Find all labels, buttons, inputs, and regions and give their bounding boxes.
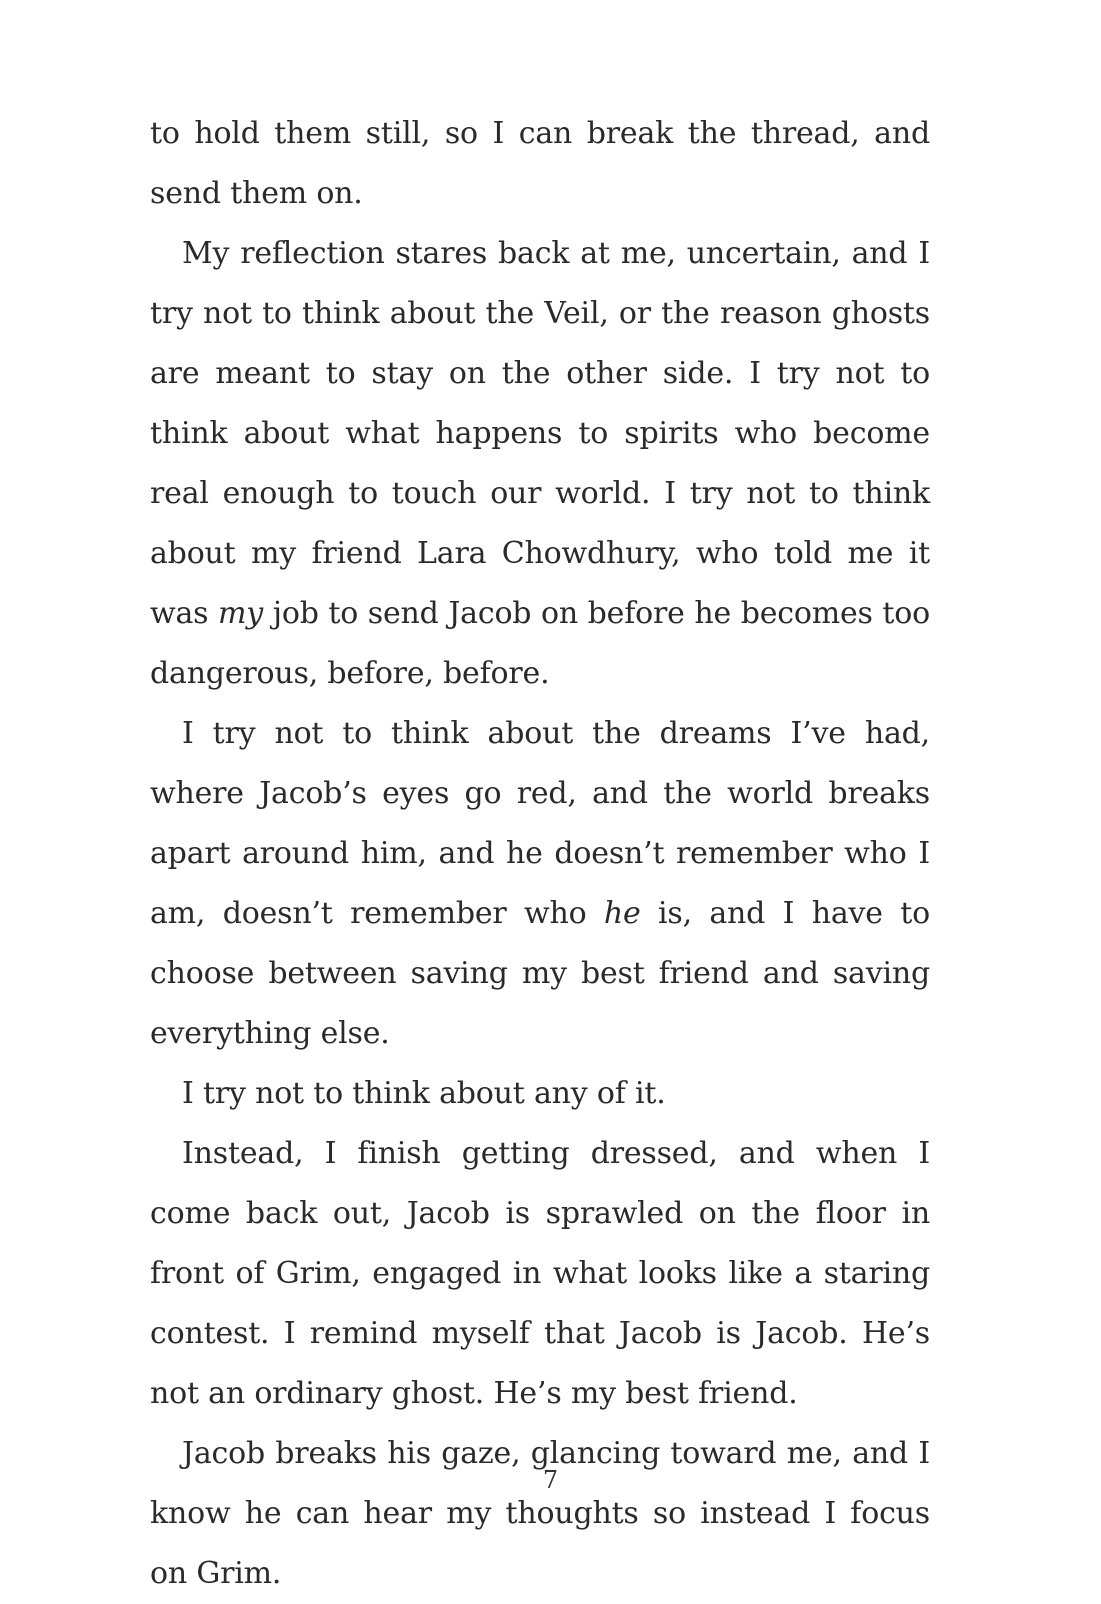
paragraph (150, 1424, 930, 1604)
paragraph (150, 224, 930, 704)
paragraph (150, 704, 930, 1064)
paragraph-text: to hold them still, so I can break the thread, and send them on. (150, 116, 930, 211)
italic-text: he (603, 896, 641, 931)
paragraph-text: I try not to think about any of it. (182, 1076, 666, 1111)
page-number: 7 (542, 1466, 559, 1494)
paragraph (150, 104, 930, 224)
paragraph-text: I try not to think about the dreams I’ve had, where Jacob’s eyes go red, and the world breaks apart around him, and he doesn’t remember who I am, doesn’t remember who (150, 716, 930, 931)
italic-text: my (218, 596, 264, 631)
paragraph-text: job to send Jacob on before he becomes too dangerous, before, before. (150, 596, 930, 691)
paragraph-text: is, and I have to choose between saving my best friend and saving everything else. (150, 896, 930, 1051)
paragraph-text: Instead, I finish getting dressed, and when I come back out, Jacob is sprawled on the floor in front of Grim, engaged in what looks like a staring contest. I remind myself that Jacob is Jacob. He’s not an ordinary ghost. He’s my best friend. (150, 1136, 930, 1411)
paragraph-text: My reflection stares back at me, uncertain, and I try not to think about the Veil, or the reason ghosts are meant to stay on the other side. I try not to think about what happens to spirits who become real enough to touch our world. I try not to think about my friend Lara Chowdhury, who told me it was (150, 236, 930, 631)
paragraph-text: Jacob breaks his gaze, glancing toward me, and I know he can hear my thoughts so instead I focus on Grim. (150, 1436, 930, 1591)
body-text (150, 104, 930, 1604)
paragraph (150, 1064, 930, 1124)
paragraph (150, 1124, 930, 1424)
